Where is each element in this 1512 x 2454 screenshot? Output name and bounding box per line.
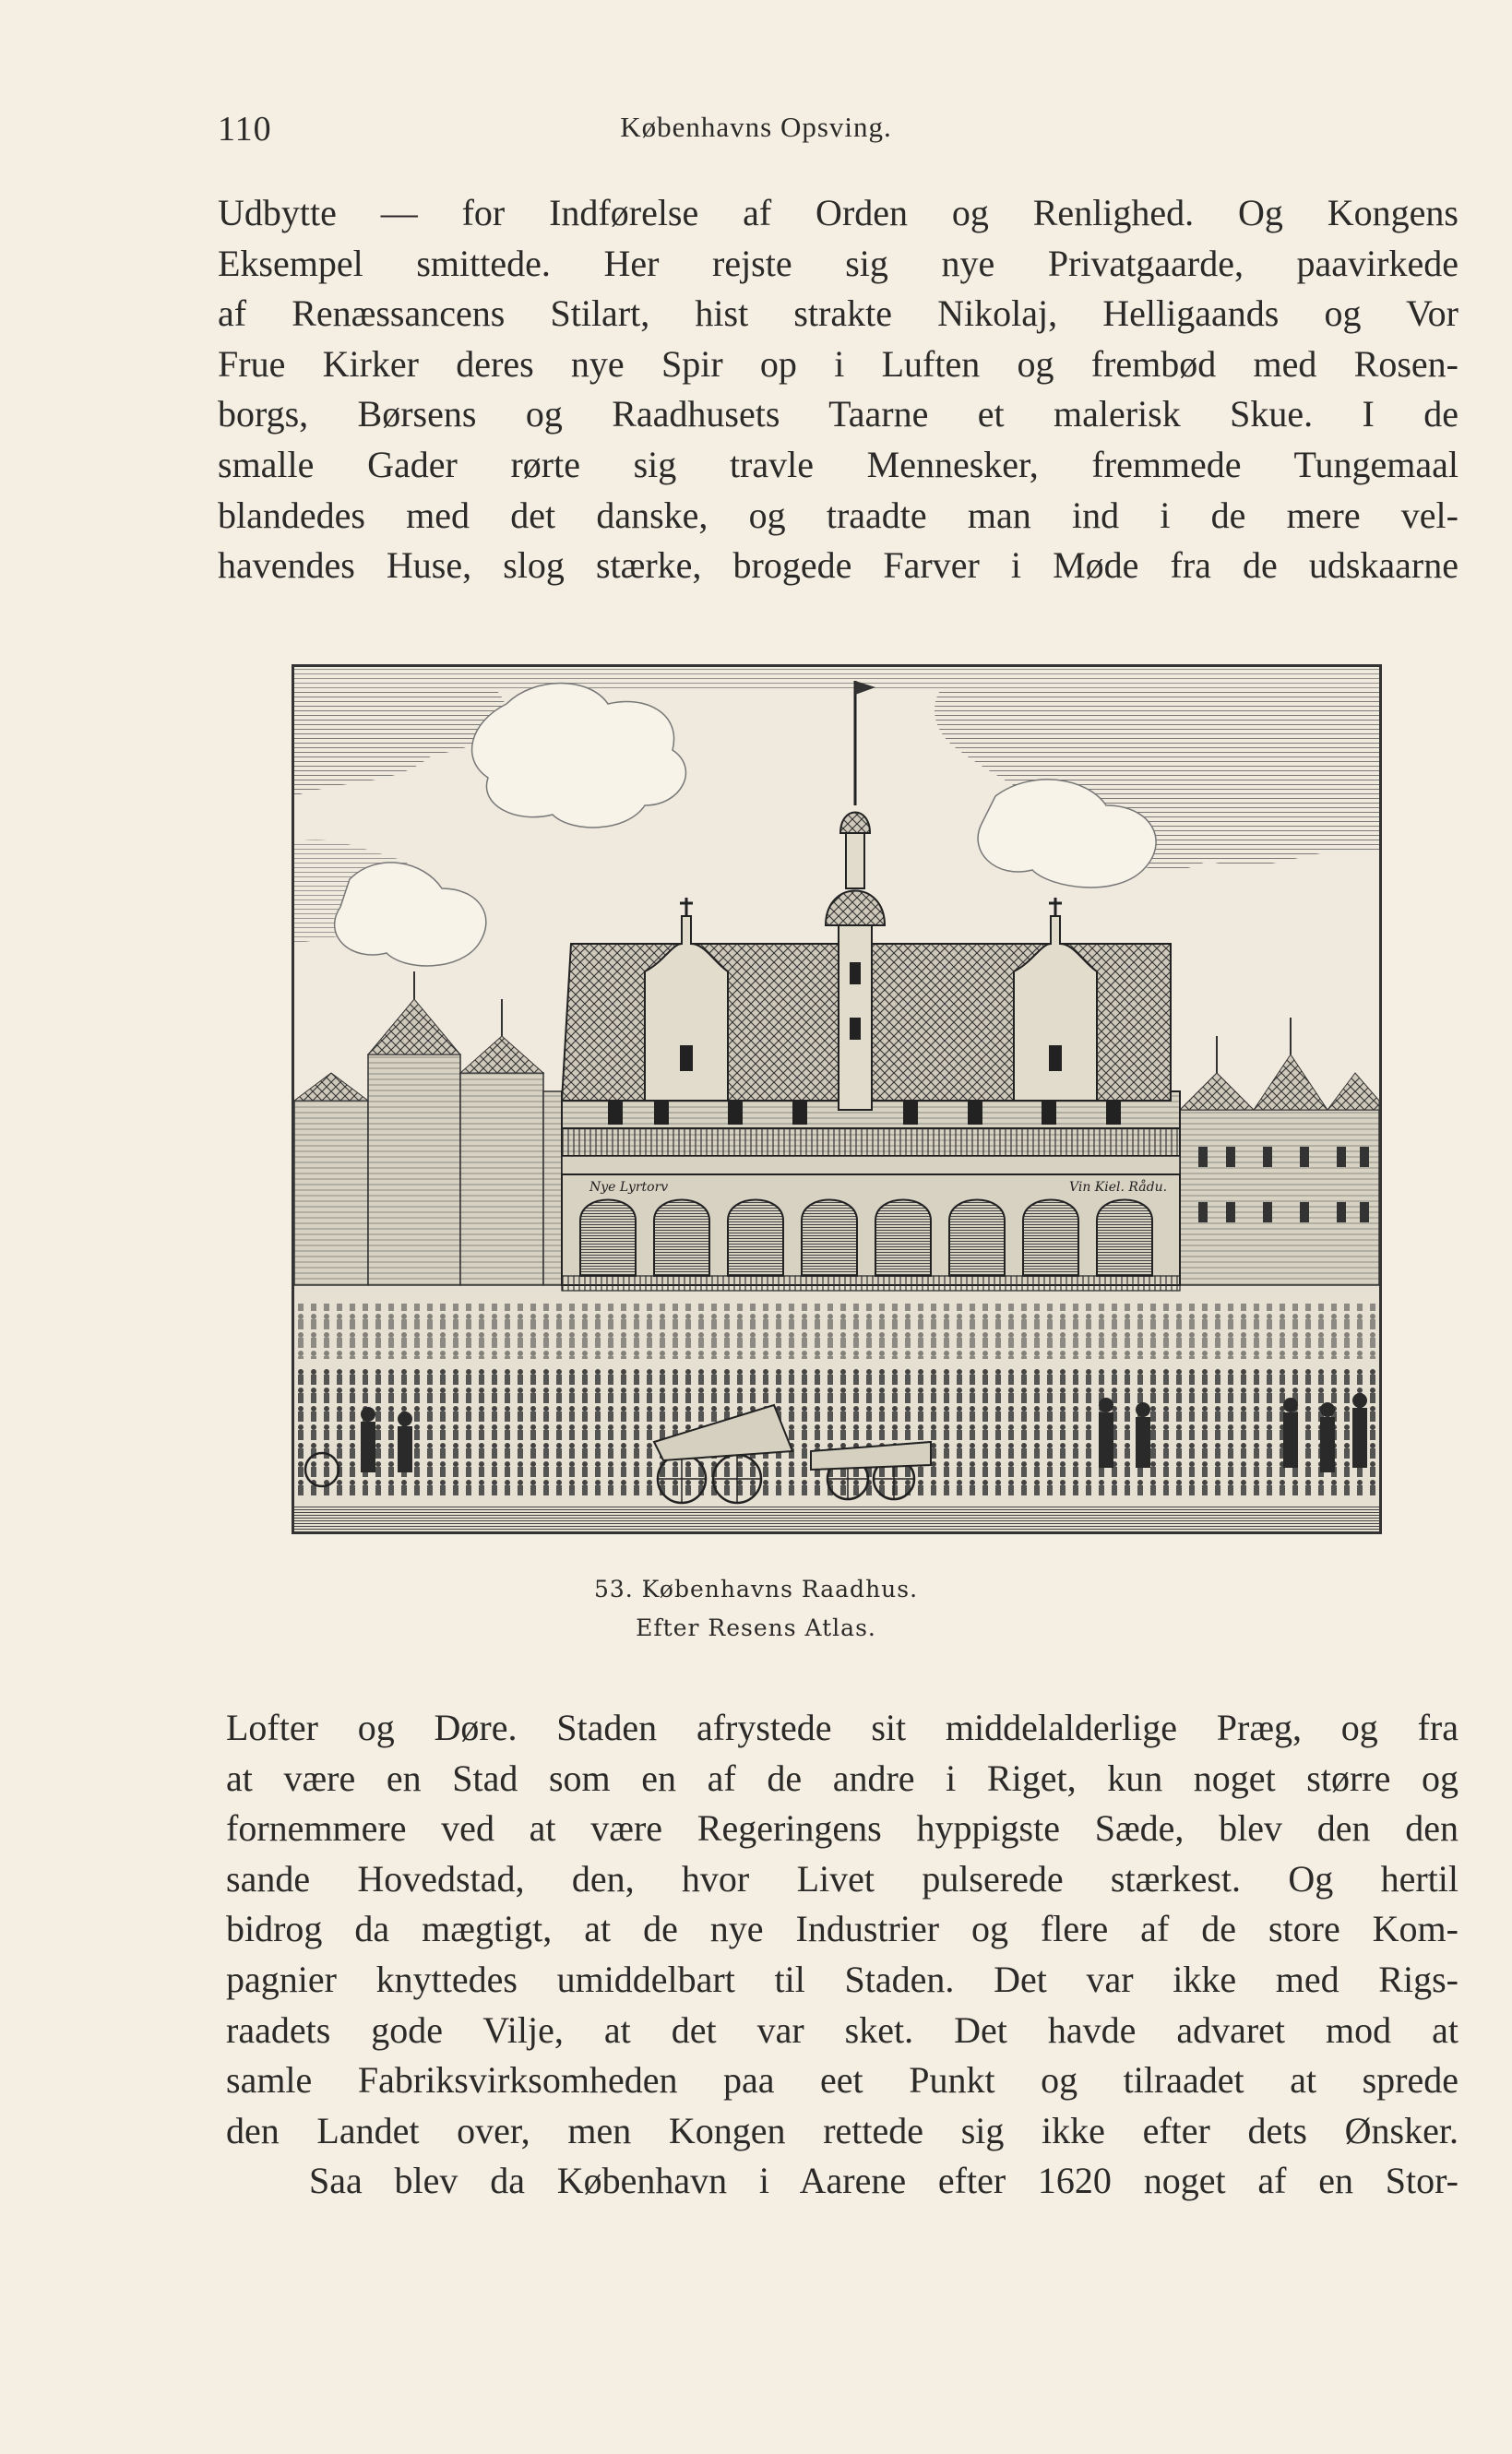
- text-line: smalle Gader rørte sig travle Mennesker, fremmede Tungemaal: [218, 443, 1458, 485]
- text-line: Frue Kirker deres nye Spir op i Luften og frembød med Rosen-: [218, 342, 1458, 385]
- text-line: af Renæssancens Stilart, hist strakte Nikolaj, Helligaands og Vor: [218, 292, 1458, 335]
- text-line: fornemmere ved at være Regeringens hyppigste Sæde, blev den den: [226, 1807, 1458, 1850]
- text-line: raadets gode Vilje, at det var sket. Det havde advaret mod at: [226, 2008, 1458, 2051]
- engraving-label-left: Nye Lyrtorv: [589, 1180, 669, 1195]
- text-line: Saa blev da København i Aarene efter 1620 noget af en Stor-: [309, 2160, 1458, 2202]
- text-line: blandedes med det danske, og traadte man ind i de mere vel-: [218, 494, 1458, 536]
- paragraph-bottom: [226, 1703, 1458, 2207]
- page-number: 110: [218, 110, 272, 149]
- text-line: samle Fabriksvirksomheden paa eet Punkt og tilraadet at sprede: [226, 2059, 1458, 2102]
- text-line: at være en Stad som en af de andre i Riget, kun noget større og: [226, 1757, 1458, 1799]
- text-line: Eksempel smittede. Her rejste sig nye Privatgaarde, paavirkede: [218, 242, 1458, 284]
- text-line: sande Hovedstad, den, hvor Livet pulserede stærkest. Og hertil: [226, 1857, 1458, 1900]
- text-line: den Landet over, men Kongen rettede sig ikke efter dets Ønsker.: [226, 2109, 1458, 2151]
- text-line: bidrog da mægtigt, at de nye Industrier og flere af de store Kom-: [226, 1908, 1458, 1950]
- paragraph-top: [218, 188, 1458, 591]
- figure-source: Efter Resens Atlas.: [636, 1614, 876, 1641]
- text-line: Udbytte — for Indførelse af Orden og Renlighed. Og Kongens: [218, 192, 1458, 233]
- engraving-town-hall: [292, 664, 1382, 1534]
- text-line: pagnier knyttedes umiddelbart til Staden. Det var ikke med Rigs-: [226, 1958, 1458, 2000]
- text-line: havendes Huse, slog stærke, brogede Farver i Møde fra de udskaarne: [218, 544, 1458, 587]
- engraving-label-right: Vin Kiel. Rådu.: [1069, 1180, 1168, 1195]
- running-title: Københavns Opsving.: [620, 111, 892, 143]
- text-line: borgs, Børsens og Raadhusets Taarne et malerisk Skue. I de: [218, 393, 1458, 435]
- text-line: Lofter og Døre. Staden afrystede sit middelalderlige Præg, og fra: [226, 1707, 1458, 1748]
- figure-caption: 53. Københavns Raadhus.: [593, 1576, 919, 1602]
